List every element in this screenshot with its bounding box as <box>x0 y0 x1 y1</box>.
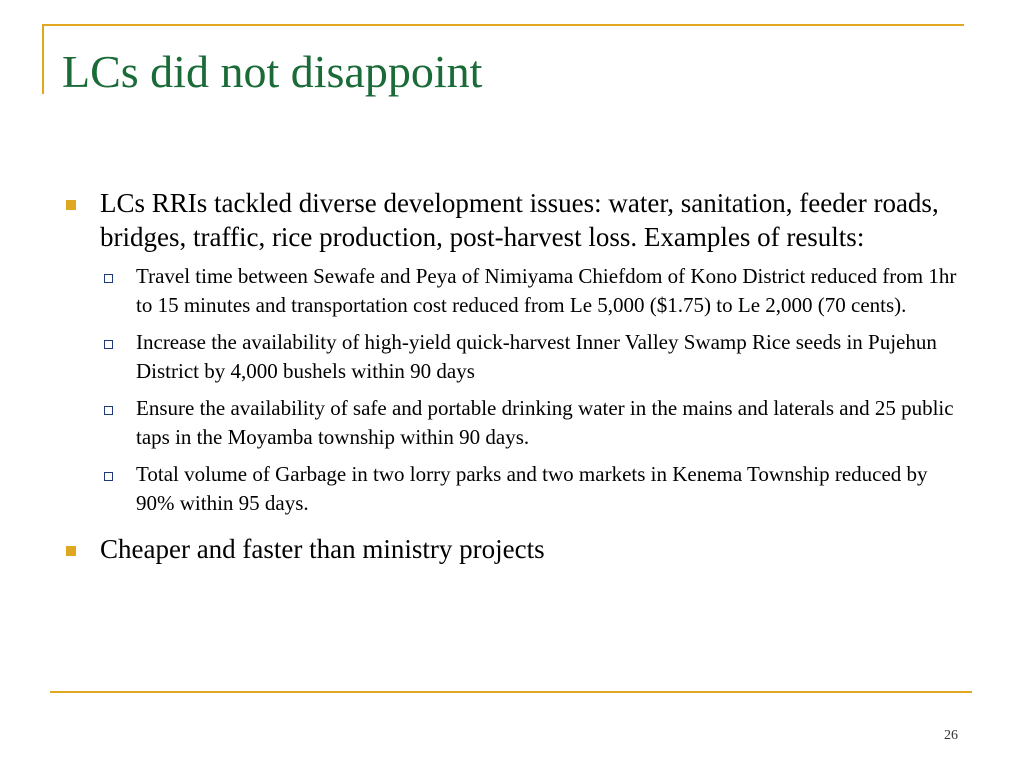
bullet-item <box>62 532 962 566</box>
sub-bullet-text: Total volume of Garbage in two lorry parks and two markets in Kenema Township reduced by 90% within 95 days. <box>136 462 928 515</box>
sub-bullet-text: Ensure the availability of safe and portable drinking water in the mains and laterals and 25 public taps in the Moyamba township within 90 days. <box>136 396 954 449</box>
square-bullet-icon <box>66 200 76 210</box>
bullet-item <box>62 186 962 254</box>
hollow-square-bullet-icon <box>104 472 113 481</box>
bullet-text: Cheaper and faster than ministry projects <box>100 534 545 564</box>
sub-bullet-item <box>136 328 962 386</box>
left-border-line <box>42 24 44 94</box>
hollow-square-bullet-icon <box>104 274 113 283</box>
top-border-line <box>42 24 964 26</box>
sub-bullet-item <box>136 394 962 452</box>
hollow-square-bullet-icon <box>104 340 113 349</box>
square-bullet-icon <box>66 546 76 556</box>
hollow-square-bullet-icon <box>104 406 113 415</box>
bottom-border-line <box>50 691 972 693</box>
sub-bullet-text: Increase the availability of high-yield quick-harvest Inner Valley Swamp Rice seeds in Pujehun District by 4,000 bushels within 90 days <box>136 330 937 383</box>
sub-bullet-item <box>136 262 962 320</box>
bullet-text: LCs RRIs tackled diverse development issues: water, sanitation, feeder roads, bridges, traffic, rice production, post-harvest loss. Examples of results: <box>100 188 939 252</box>
slide-content <box>62 186 962 566</box>
slide-title: LCs did not disappoint <box>62 46 483 97</box>
sub-bullet-item <box>136 460 962 518</box>
sub-bullet-text: Travel time between Sewafe and Peya of Nimiyama Chiefdom of Kono District reduced from 1hr to 15 minutes and transportation cost reduced from Le 5,000 ($1.75) to Le 2,000 (70 cents). <box>136 264 957 317</box>
page-number: 26 <box>944 728 958 743</box>
